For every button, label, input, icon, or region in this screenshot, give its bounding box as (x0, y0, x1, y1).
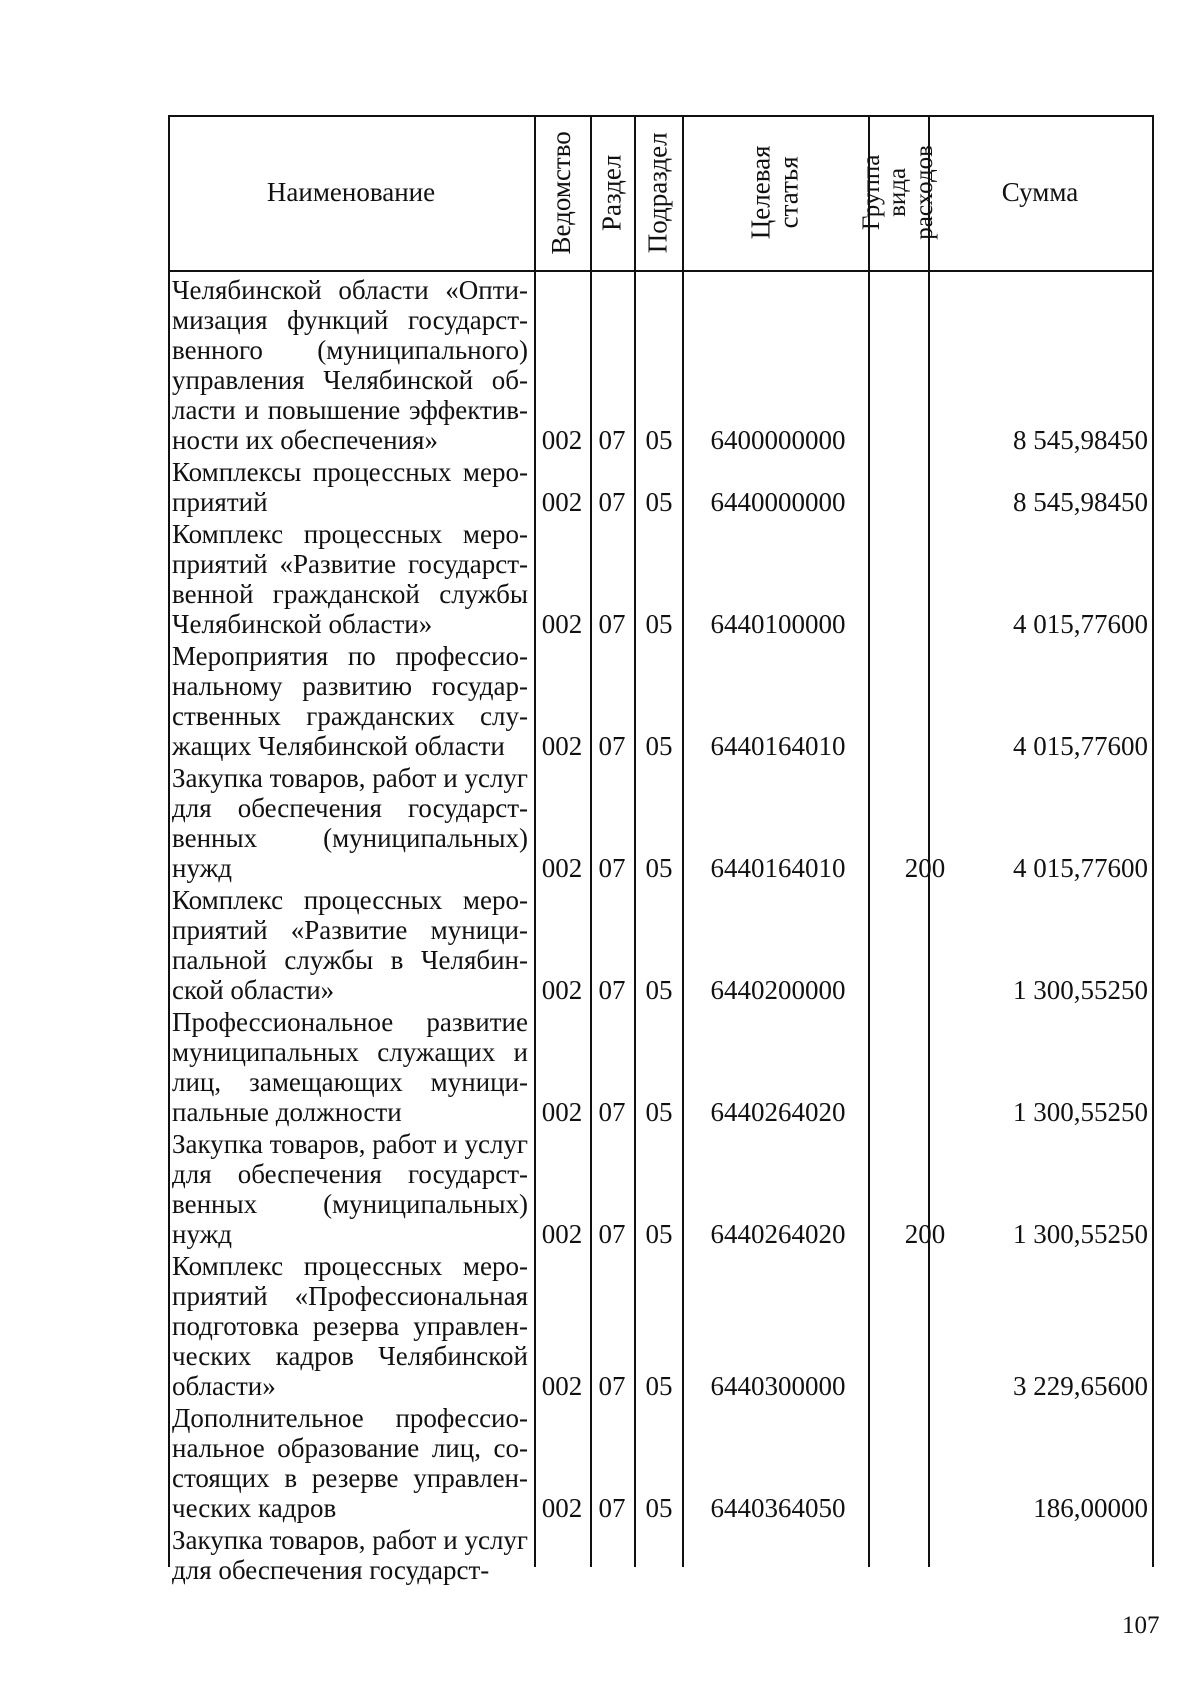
header-celevaya-line2: статья (774, 156, 804, 229)
header-summa-label: Сумма (1001, 176, 1079, 207)
table-row (168, 1525, 1154, 1585)
row-celevaya-statya: 6440200000 (710, 975, 846, 1005)
header-vedomstvo (534, 115, 590, 270)
row-name (172, 885, 528, 1005)
row-name-line: Дополнительное профессио- (172, 1403, 528, 1433)
row-name-line: ческих кадров (172, 1493, 337, 1523)
row-razdel: 07 (598, 1219, 626, 1249)
header-gruppa-line2: расходов (910, 145, 938, 240)
row-gruppa-vida: 200 (904, 853, 946, 883)
header-bottom-border (168, 270, 1154, 272)
row-name-line: приятий (172, 487, 268, 517)
table-row (168, 1129, 1154, 1249)
row-name-line: жащих Челябинской области (172, 731, 505, 761)
row-razdel: 07 (598, 731, 626, 761)
row-name-line: нужд (172, 853, 232, 883)
row-vedomstvo: 002 (541, 853, 583, 883)
row-podrazdel: 05 (645, 731, 673, 761)
row-podrazdel: 05 (645, 1493, 673, 1523)
row-summa: 3 229,65600 (1013, 1371, 1148, 1401)
header-summa (928, 115, 1152, 270)
row-name-line: приятий «Профессиональная (172, 1281, 528, 1311)
row-name-line: Комплекс процессных меро- (172, 519, 528, 549)
row-celevaya-statya: 6440000000 (710, 487, 846, 517)
row-celevaya-statya: 6440164010 (710, 731, 846, 761)
row-celevaya-statya: 6440100000 (710, 609, 846, 639)
row-razdel: 07 (598, 425, 626, 455)
row-name-line: ности их обеспечения» (172, 425, 438, 455)
row-name-line: Мероприятия по профессио- (172, 641, 528, 671)
row-name-line: нальное образование лиц, со- (172, 1433, 528, 1463)
header-gruppa (857, 115, 938, 270)
table-row (168, 275, 1154, 455)
row-razdel: 07 (598, 609, 626, 639)
row-name-line: Закупка товаров, работ и услуг (172, 1129, 528, 1159)
table-row (168, 763, 1154, 883)
row-name-line: для обеспечения государст- (172, 1555, 490, 1585)
row-name-line: Закупка товаров, работ и услуг (172, 1525, 528, 1555)
row-name-line: ской области» (172, 975, 335, 1005)
row-podrazdel: 05 (645, 487, 673, 517)
row-name-line: для обеспечения государст- (172, 1159, 528, 1189)
row-vedomstvo: 002 (541, 1371, 583, 1401)
row-razdel: 07 (598, 1097, 626, 1127)
row-summa: 1 300,55250 (1013, 975, 1148, 1005)
header-celevaya-label (747, 146, 804, 240)
row-podrazdel: 05 (645, 609, 673, 639)
row-name-line: Закупка товаров, работ и услуг (172, 763, 528, 793)
row-razdel: 07 (598, 487, 626, 517)
row-name-line: Челябинской области «Опти- (172, 275, 528, 305)
row-name (172, 1403, 528, 1523)
row-name-line: мизация функций государст- (172, 305, 528, 335)
row-vedomstvo: 002 (541, 609, 583, 639)
header-podrazdel-label: Подраздел (642, 132, 673, 253)
row-summa: 4 015,77600 (1013, 609, 1148, 639)
row-summa: 186,00000 (1033, 1493, 1148, 1523)
row-vedomstvo: 002 (541, 425, 583, 455)
table-row (168, 1007, 1154, 1127)
row-name-line: нальному развитию государ- (172, 671, 528, 701)
row-name-line: Профессиональное развитие (172, 1007, 528, 1037)
header-name-label: Наименование (266, 176, 436, 207)
row-celevaya-statya: 6440164010 (710, 853, 846, 883)
row-vedomstvo: 002 (541, 1219, 583, 1249)
row-summa: 8 545,98450 (1013, 425, 1148, 455)
header-gruppa-label (859, 145, 938, 240)
row-name (172, 1007, 528, 1127)
row-razdel: 07 (598, 853, 626, 883)
row-razdel: 07 (598, 1371, 626, 1401)
row-name-line: венного (муниципального) (172, 335, 528, 365)
table-row (168, 641, 1154, 761)
row-summa: 1 300,55250 (1013, 1219, 1148, 1249)
row-podrazdel: 05 (645, 1097, 673, 1127)
row-name-line: области» (172, 1371, 276, 1401)
row-razdel: 07 (598, 975, 626, 1005)
header-razdel-label: Раздел (596, 154, 627, 231)
row-podrazdel: 05 (645, 1219, 673, 1249)
row-name-line: ласти и повышение эффектив- (172, 395, 528, 425)
row-name-line: Комплексы процессных меро- (172, 457, 528, 487)
row-name-line: стоящих в резерве управлен- (172, 1463, 528, 1493)
header-vedomstvo-label: Ведомство (546, 130, 577, 255)
row-name-line: управления Челябинской об- (172, 365, 528, 395)
header-gruppa-line1: Группа вида (857, 154, 911, 231)
row-gruppa-vida: 200 (904, 1219, 946, 1249)
table-row (168, 1251, 1154, 1401)
row-podrazdel: 05 (645, 975, 673, 1005)
row-name-line: Комплекс процессных меро- (172, 885, 528, 915)
row-celevaya-statya: 6440300000 (710, 1371, 846, 1401)
row-razdel: 07 (598, 1493, 626, 1523)
row-summa: 4 015,77600 (1013, 731, 1148, 761)
row-summa: 8 545,98450 (1013, 487, 1148, 517)
page-number: 107 (1122, 1612, 1160, 1639)
header-celevaya-line1: Целевая (745, 145, 776, 240)
row-name-line: Комплекс процессных меро- (172, 1251, 528, 1281)
row-name (172, 1251, 528, 1401)
row-vedomstvo: 002 (541, 975, 583, 1005)
header-podrazdel (634, 115, 682, 270)
row-vedomstvo: 002 (541, 487, 583, 517)
table-row (168, 1403, 1154, 1523)
header-name (168, 115, 534, 270)
header-celevaya (682, 115, 868, 270)
row-name-line: муниципальных служащих и (172, 1037, 528, 1067)
row-podrazdel: 05 (645, 1371, 673, 1401)
row-name-line: лиц, замещающих муници- (172, 1067, 528, 1097)
row-summa: 4 015,77600 (1013, 853, 1148, 883)
row-name-line: ческих кадров Челябинской (172, 1341, 528, 1371)
row-name-line: нужд (172, 1219, 232, 1249)
row-name (172, 457, 528, 517)
row-name (172, 641, 528, 761)
row-celevaya-statya: 6440364050 (710, 1493, 846, 1523)
header-razdel (590, 115, 634, 270)
table-row (168, 885, 1154, 1005)
row-podrazdel: 05 (645, 425, 673, 455)
row-name-line: пальной службы в Челябин- (172, 945, 528, 975)
row-name-line: венной гражданской службы (172, 579, 528, 609)
row-name-line: приятий «Развитие государст- (172, 549, 528, 579)
row-podrazdel: 05 (645, 853, 673, 883)
row-name-line: приятий «Развитие муници- (172, 915, 528, 945)
row-name (172, 275, 528, 455)
row-name (172, 1525, 528, 1585)
row-vedomstvo: 002 (541, 1493, 583, 1523)
row-summa: 1 300,55250 (1013, 1097, 1148, 1127)
table-row (168, 457, 1154, 517)
budget-table (168, 115, 1154, 1585)
row-vedomstvo: 002 (541, 731, 583, 761)
row-name-line: ственных гражданских слу- (172, 701, 528, 731)
row-celevaya-statya: 6440264020 (710, 1219, 846, 1249)
row-name (172, 763, 528, 883)
row-name-line: подготовка резерва управлен- (172, 1311, 528, 1341)
row-celevaya-statya: 6440264020 (710, 1097, 846, 1127)
row-name (172, 1129, 528, 1249)
row-vedomstvo: 002 (541, 1097, 583, 1127)
row-name-line: Челябинской области» (172, 609, 433, 639)
row-name (172, 519, 528, 639)
row-celevaya-statya: 6400000000 (710, 425, 846, 455)
table-row (168, 519, 1154, 639)
row-name-line: пальные должности (172, 1097, 402, 1127)
row-name-line: для обеспечения государст- (172, 793, 528, 823)
row-name-line: венных (муниципальных) (172, 823, 528, 853)
row-name-line: венных (муниципальных) (172, 1189, 528, 1219)
